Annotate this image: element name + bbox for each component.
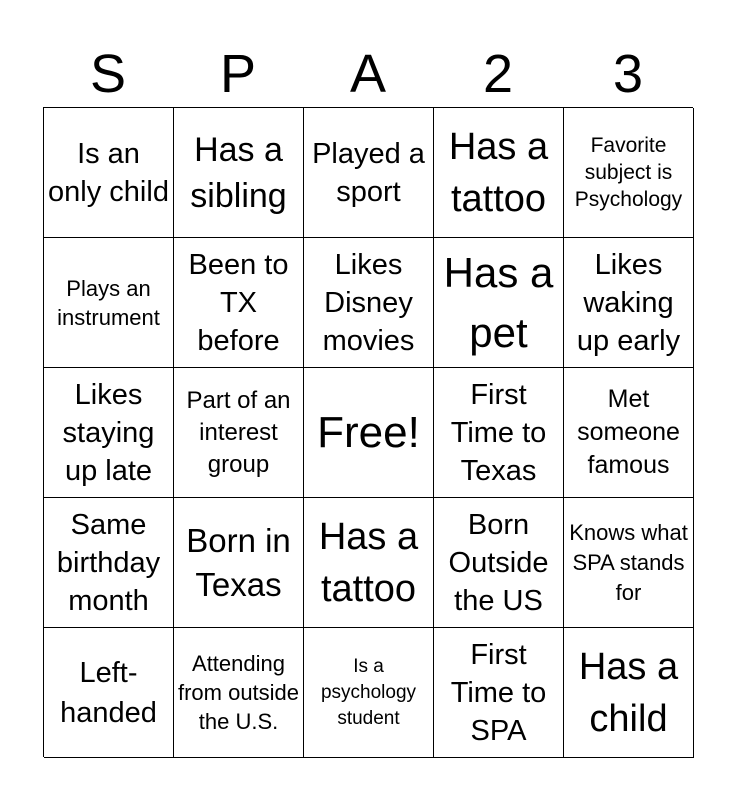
cell-text: Has a sibling — [190, 130, 287, 215]
cell-text: Favorite subject is Psychology — [574, 134, 683, 211]
bingo-cell-has-tattoo-2[interactable] — [304, 498, 434, 628]
bingo-cell-first-time-spa[interactable] — [434, 628, 564, 758]
bingo-cell-favorite-psychology[interactable] — [564, 108, 694, 238]
bingo-cell-born-in-texas[interactable] — [174, 498, 304, 628]
cell-text: First Time to Texas — [450, 378, 547, 487]
bingo-cell-has-tattoo-1[interactable] — [434, 108, 564, 238]
header-letter-3: 3 — [612, 44, 644, 104]
cell-text: Plays an instrument — [57, 275, 160, 330]
cell-text: Knows what SPA stands for — [569, 519, 688, 605]
cell-text: Likes waking up early — [576, 248, 681, 357]
bingo-cell-played-sport[interactable] — [304, 108, 434, 238]
cell-text: Likes Disney movies — [322, 248, 415, 357]
header-letter-2: 2 — [482, 44, 514, 104]
bingo-cell-been-to-tx[interactable] — [174, 238, 304, 368]
bingo-header — [43, 44, 693, 104]
bingo-cell-met-someone-famous[interactable] — [564, 368, 694, 498]
cell-text: Attending from outside the U.S. — [177, 651, 300, 734]
bingo-cell-left-handed[interactable] — [44, 628, 174, 758]
header-letter-p: P — [219, 44, 257, 104]
bingo-cell-same-birthday-month[interactable] — [44, 498, 174, 628]
cell-text: Has a pet — [443, 248, 554, 356]
bingo-cell-knows-spa[interactable] — [564, 498, 694, 628]
bingo-cell-free[interactable] — [304, 368, 434, 498]
bingo-cell-born-outside-us[interactable] — [434, 498, 564, 628]
cell-text: Left-handed — [60, 656, 157, 729]
cell-text: Played a sport — [312, 137, 425, 208]
bingo-cell-plays-instrument[interactable] — [44, 238, 174, 368]
cell-text: First Time to SPA — [450, 638, 547, 747]
cell-text: Is an only child — [48, 137, 169, 208]
bingo-cell-has-pet[interactable] — [434, 238, 564, 368]
cell-text: Has a child — [578, 645, 679, 740]
cell-text: Is a psychology student — [320, 655, 417, 729]
bingo-cell-disney-movies[interactable] — [304, 238, 434, 368]
bingo-cell-psychology-student[interactable] — [304, 628, 434, 758]
cell-text: Born in Texas — [186, 521, 291, 603]
bingo-grid — [43, 107, 693, 757]
bingo-cell-only-child[interactable] — [44, 108, 174, 238]
header-letter-s: S — [89, 44, 127, 104]
bingo-cell-first-time-texas[interactable] — [434, 368, 564, 498]
bingo-cell-staying-up-late[interactable] — [44, 368, 174, 498]
cell-text: Been to TX before — [188, 248, 289, 357]
bingo-cell-has-child[interactable] — [564, 628, 694, 758]
bingo-cell-interest-group[interactable] — [174, 368, 304, 498]
cell-text: Part of an interest group — [186, 386, 291, 478]
bingo-cell-waking-up-early[interactable] — [564, 238, 694, 368]
cell-text: Has a tattoo — [448, 125, 549, 220]
cell-text: Met someone famous — [577, 385, 680, 479]
cell-text: Has a tattoo — [318, 515, 419, 610]
cell-text: Likes staying up late — [62, 378, 155, 487]
bingo-cell-has-sibling[interactable] — [174, 108, 304, 238]
cell-text: Free! — [317, 407, 420, 457]
bingo-cell-attending-outside-us[interactable] — [174, 628, 304, 758]
header-letter-a: A — [349, 44, 387, 104]
cell-text: Born Outside the US — [448, 508, 549, 617]
cell-text: Same birthday month — [56, 508, 161, 617]
